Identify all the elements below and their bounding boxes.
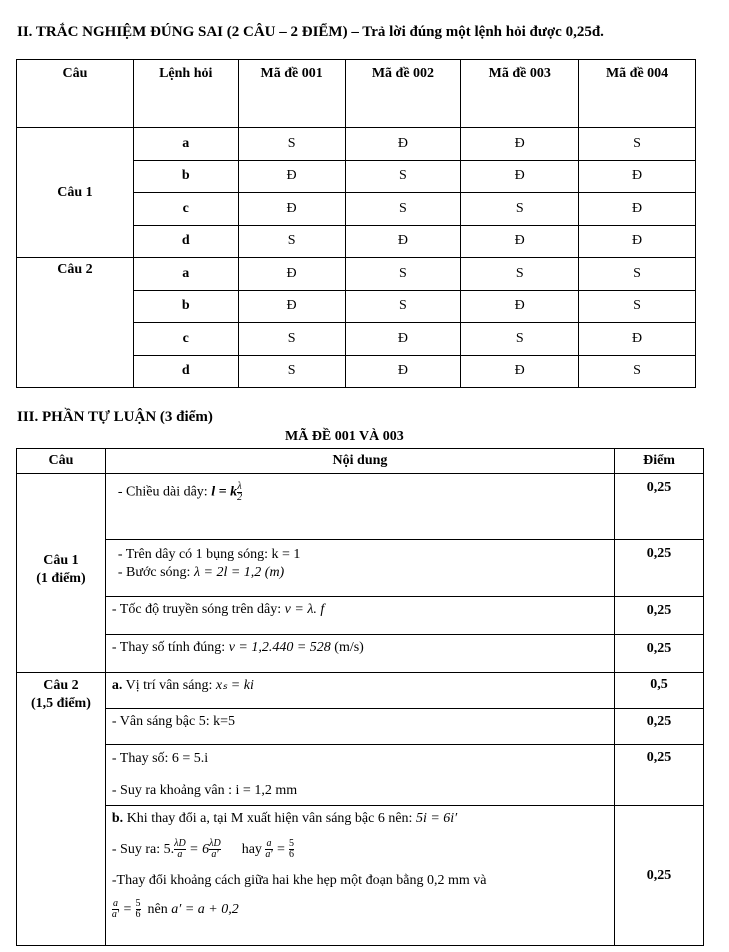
- score-cell: 0,25: [615, 745, 704, 806]
- essay-answer-table: [16, 448, 704, 946]
- fraction: $\frac{a}{a'}$: [265, 838, 273, 861]
- header-ma-de-003: Mã đề 003: [461, 60, 579, 128]
- table-row: [17, 635, 704, 673]
- table-row: [17, 540, 704, 597]
- table1-header-row: [17, 60, 696, 128]
- content-cell: - Chiều dài dây: l = k $\frac{\lambda}{2}$: [105, 474, 614, 540]
- score-cell: 0,25: [615, 474, 704, 540]
- command-cell: a: [133, 258, 238, 291]
- table-row: [17, 258, 696, 291]
- answer-cell: S: [345, 160, 461, 193]
- content-cell: - Thay số: 6 = 5.i - Suy ra khoảng vân : i = 1,2 mm: [105, 745, 614, 806]
- question-2-points: (1,5 điểm): [31, 696, 91, 711]
- content-cell: - Thay số tính đúng: v = 1,2.440 = 528 (m/s): [105, 635, 614, 673]
- answer-cell: Đ: [345, 355, 461, 388]
- answer-cell: Đ: [345, 128, 461, 161]
- table-row: [17, 673, 704, 709]
- question-label: Câu 2: [17, 258, 134, 388]
- table-row: [17, 709, 704, 745]
- header-cau: Câu: [17, 60, 134, 128]
- score-cell: 0,25: [615, 540, 704, 597]
- answer-cell: Đ: [461, 355, 579, 388]
- score-cell: 0,25: [615, 806, 704, 946]
- score-cell: 0,25: [615, 597, 704, 635]
- answer-cell: S: [579, 128, 696, 161]
- fraction: $\frac{\lambda D}{a}$: [174, 838, 186, 861]
- answer-cell: Đ: [579, 160, 696, 193]
- answer-cell: Đ: [579, 193, 696, 226]
- answer-cell: S: [461, 323, 579, 356]
- answer-cell: Đ: [345, 323, 461, 356]
- command-cell: c: [133, 193, 238, 226]
- question-2-label: Câu 2: [43, 678, 79, 693]
- table-row: [17, 128, 696, 161]
- table-row: [17, 597, 704, 635]
- fraction: $\frac{5}{6}$: [135, 898, 141, 921]
- table-row: [17, 806, 704, 946]
- fraction: $\frac{\lambda}{2}$: [237, 481, 243, 503]
- header-noi-dung: Nội dung: [105, 449, 614, 474]
- answer-cell: Đ: [461, 290, 579, 323]
- answer-cell: S: [579, 290, 696, 323]
- answer-cell: Đ: [579, 323, 696, 356]
- header-ma-de-004: Mã đề 004: [579, 60, 696, 128]
- answer-cell: S: [579, 258, 696, 291]
- answer-cell: Đ: [461, 225, 579, 258]
- answer-cell: S: [345, 193, 461, 226]
- command-cell: c: [133, 323, 238, 356]
- fraction: $\frac{5}{6}$: [289, 838, 295, 861]
- answer-cell: S: [461, 258, 579, 291]
- answer-cell: Đ: [238, 290, 345, 323]
- answer-cell: Đ: [579, 225, 696, 258]
- command-cell: a: [133, 128, 238, 161]
- fraction: $\frac{a}{a'}$: [111, 898, 120, 921]
- command-cell: d: [133, 225, 238, 258]
- command-cell: b: [133, 160, 238, 193]
- answer-cell: Đ: [238, 258, 345, 291]
- question-1-label: Câu 1: [43, 553, 79, 568]
- content-cell: a. Vị trí vân sáng: xₛ = ki: [105, 673, 614, 709]
- question-1-cell: [17, 474, 106, 673]
- answer-cell: S: [579, 355, 696, 388]
- header-cau: Câu: [17, 449, 106, 474]
- header-ma-de-002: Mã đề 002: [345, 60, 461, 128]
- table-row: [17, 745, 704, 806]
- answer-cell: S: [238, 128, 345, 161]
- fraction: $\frac{\lambda D}{a'}$: [209, 838, 221, 861]
- header-diem: Điểm: [615, 449, 704, 474]
- answer-cell: Đ: [345, 225, 461, 258]
- answer-cell: S: [345, 290, 461, 323]
- content-cell: b. Khi thay đổi a, tại M xuất hiện vân sáng bậc 6 nên: 5i = 6i′ - Suy ra: 5. $\frac{\lambda D}{a}$ = 6 $\frac{\lambda D}{a'}$ hay $\frac{a}{a'}$ = $\frac{5}{6}$ -Thay đổi khoảng cách giữa hai khe hẹp một đoạn bằng 0,2 mm và $\frac{a}{a'}$ = $\frac{5}{6}$ nên a′ = a + 0,2: [105, 806, 614, 946]
- section3-title: III. PHẦN TỰ LUẬN (3 điểm): [17, 409, 213, 425]
- content-cell: - Tốc độ truyền sóng trên dây: v = λ. f: [105, 597, 614, 635]
- header-ma-de-001: Mã đề 001: [238, 60, 345, 128]
- command-cell: d: [133, 355, 238, 388]
- answer-cell: S: [461, 193, 579, 226]
- question-2-cell: [17, 673, 106, 946]
- answer-cell: S: [238, 323, 345, 356]
- answer-cell: Đ: [238, 193, 345, 226]
- question-1-points: (1 điểm): [36, 571, 86, 586]
- answer-cell: S: [238, 225, 345, 258]
- content-cell: - Trên dây có 1 bụng sóng: k = 1 - Bước sóng: λ = 2l = 1,2 (m): [105, 540, 614, 597]
- answer-cell: Đ: [461, 128, 579, 161]
- answer-cell: S: [345, 258, 461, 291]
- true-false-answer-table: [16, 59, 696, 388]
- section3-subtitle: MÃ ĐỀ 001 VÀ 003: [285, 429, 404, 444]
- section2-title: II. TRẮC NGHIỆM ĐÚNG SAI (2 CÂU – 2 ĐIỂM) – Trả lời đúng một lệnh hỏi được 0,25đ.: [17, 24, 604, 40]
- score-cell: 0,25: [615, 709, 704, 745]
- content-cell: - Vân sáng bậc 5: k=5: [105, 709, 614, 745]
- table-row: [17, 474, 704, 540]
- answer-cell: S: [238, 355, 345, 388]
- table2-header-row: [17, 449, 704, 474]
- question-label: Câu 1: [17, 128, 134, 258]
- header-lenh-hoi: Lệnh hỏi: [133, 60, 238, 128]
- command-cell: b: [133, 290, 238, 323]
- score-cell: 0,25: [615, 635, 704, 673]
- answer-cell: Đ: [461, 160, 579, 193]
- score-cell: 0,5: [615, 673, 704, 709]
- answer-cell: Đ: [238, 160, 345, 193]
